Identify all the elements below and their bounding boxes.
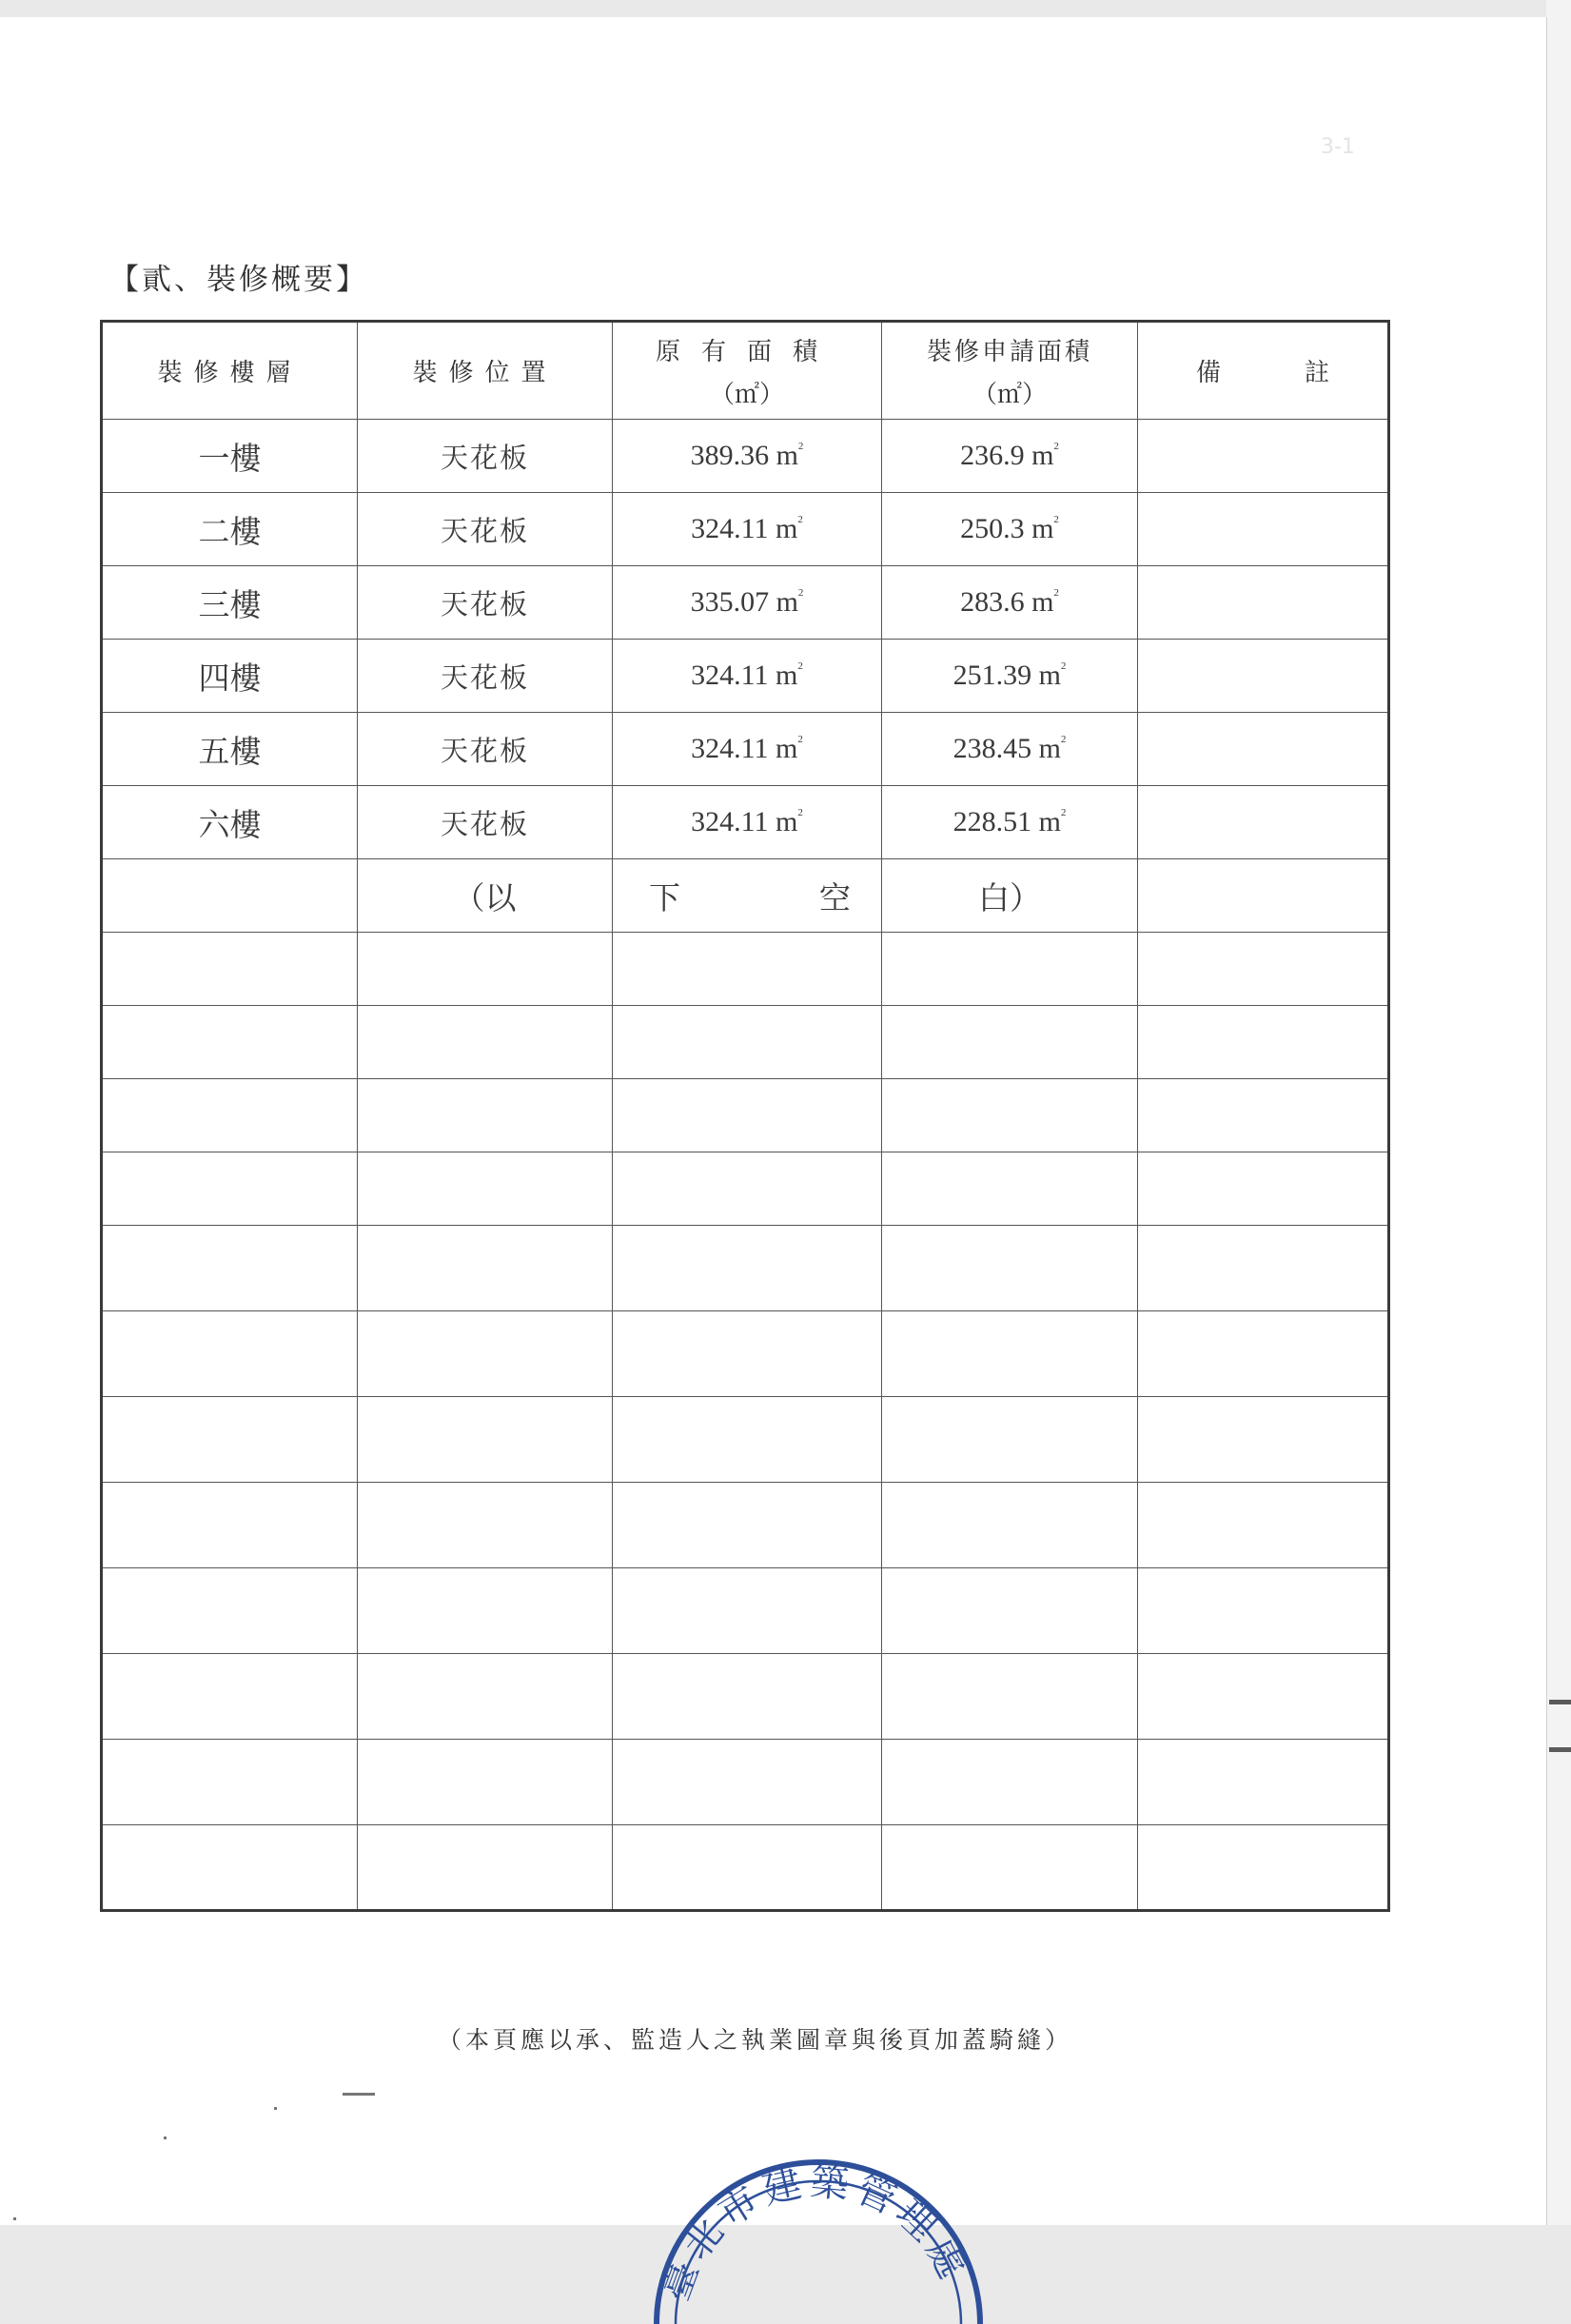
position-cell: 天花板 [358, 786, 613, 859]
header-position: 裝修位置 [358, 322, 613, 420]
floor-cell: 六樓 [102, 786, 358, 859]
empty-cell [1138, 859, 1389, 933]
applied-area-cell: 283.6 $m^2$ [882, 566, 1138, 640]
edge-mark [1549, 1747, 1571, 1752]
table-row [102, 1006, 1389, 1079]
original-area-cell: 324.11 $m^2$ [613, 640, 882, 713]
table-row [102, 713, 1389, 786]
remarks-cell [1138, 566, 1389, 640]
header-applied-area: 裝修申請面積 （㎡） [882, 322, 1138, 420]
scanner-edge [1546, 0, 1571, 2225]
floor-cell: 三樓 [102, 566, 358, 640]
section-title: 【貳、裝修概要】 [109, 263, 368, 297]
position-cell: 天花板 [358, 420, 613, 493]
blank-note-cell: （以 [358, 859, 613, 933]
header-original-area: 原有面積 （㎡） [613, 322, 882, 420]
original-area-cell: 324.11 $m^2$ [613, 713, 882, 786]
table-row [102, 1740, 1389, 1825]
applied-area-cell: 250.3 $m^2$ [882, 493, 1138, 566]
table-row [102, 786, 1389, 859]
table-row [102, 1079, 1389, 1152]
table-row [102, 1397, 1389, 1483]
table-row [102, 933, 1389, 1006]
position-cell: 天花板 [358, 640, 613, 713]
svg-text:臺北市建築管理處: 臺北市建築管理處 [653, 2159, 977, 2307]
remarks-cell [1138, 713, 1389, 786]
blank-note-cell: 白） [882, 859, 1138, 933]
renovation-summary-table [100, 320, 1390, 1912]
edge-mark [1549, 1700, 1571, 1704]
scan-speck [274, 2107, 277, 2110]
table-row [102, 1483, 1389, 1568]
table-row [102, 1152, 1389, 1226]
official-seal [647, 2124, 990, 2324]
scan-speck [164, 2137, 167, 2139]
original-area-cell: 389.36 $m^2$ [613, 420, 882, 493]
table-row [102, 640, 1389, 713]
table-row [102, 1311, 1389, 1397]
applied-area-cell: 236.9 $m^2$ [882, 420, 1138, 493]
blank-note-row [102, 859, 1389, 933]
blank-note-cell: 下 空 [613, 859, 882, 933]
table-row [102, 1568, 1389, 1654]
page-tag: 3-1 [1321, 135, 1355, 159]
table-row [102, 1226, 1389, 1311]
applied-area-cell: 228.51 $m^2$ [882, 786, 1138, 859]
scan-speck [13, 2217, 16, 2220]
table-row [102, 1825, 1389, 1911]
original-area-cell: 335.07 $m^2$ [613, 566, 882, 640]
remarks-cell [1138, 420, 1389, 493]
floor-cell: 一樓 [102, 420, 358, 493]
table-header-row [102, 322, 1389, 420]
table-row [102, 1654, 1389, 1740]
empty-cell [102, 859, 358, 933]
remarks-cell [1138, 640, 1389, 713]
floor-cell: 二樓 [102, 493, 358, 566]
table-row [102, 566, 1389, 640]
floor-cell: 四樓 [102, 640, 358, 713]
applied-area-cell: 238.45 $m^2$ [882, 713, 1138, 786]
header-floor: 裝修樓層 [102, 322, 358, 420]
header-remarks: 備註 [1138, 322, 1389, 420]
table-row [102, 420, 1389, 493]
scan-speck [343, 2093, 375, 2096]
position-cell: 天花板 [358, 566, 613, 640]
applied-area-cell: 251.39 $m^2$ [882, 640, 1138, 713]
original-area-cell: 324.11 $m^2$ [613, 786, 882, 859]
remarks-cell [1138, 786, 1389, 859]
position-cell: 天花板 [358, 713, 613, 786]
floor-cell: 五樓 [102, 713, 358, 786]
remarks-cell [1138, 493, 1389, 566]
footer-note: （本頁應以承、監造人之執業圖章與後頁加蓋騎縫） [438, 2026, 1073, 2054]
table-row [102, 493, 1389, 566]
original-area-cell: 324.11 $m^2$ [613, 493, 882, 566]
position-cell: 天花板 [358, 493, 613, 566]
